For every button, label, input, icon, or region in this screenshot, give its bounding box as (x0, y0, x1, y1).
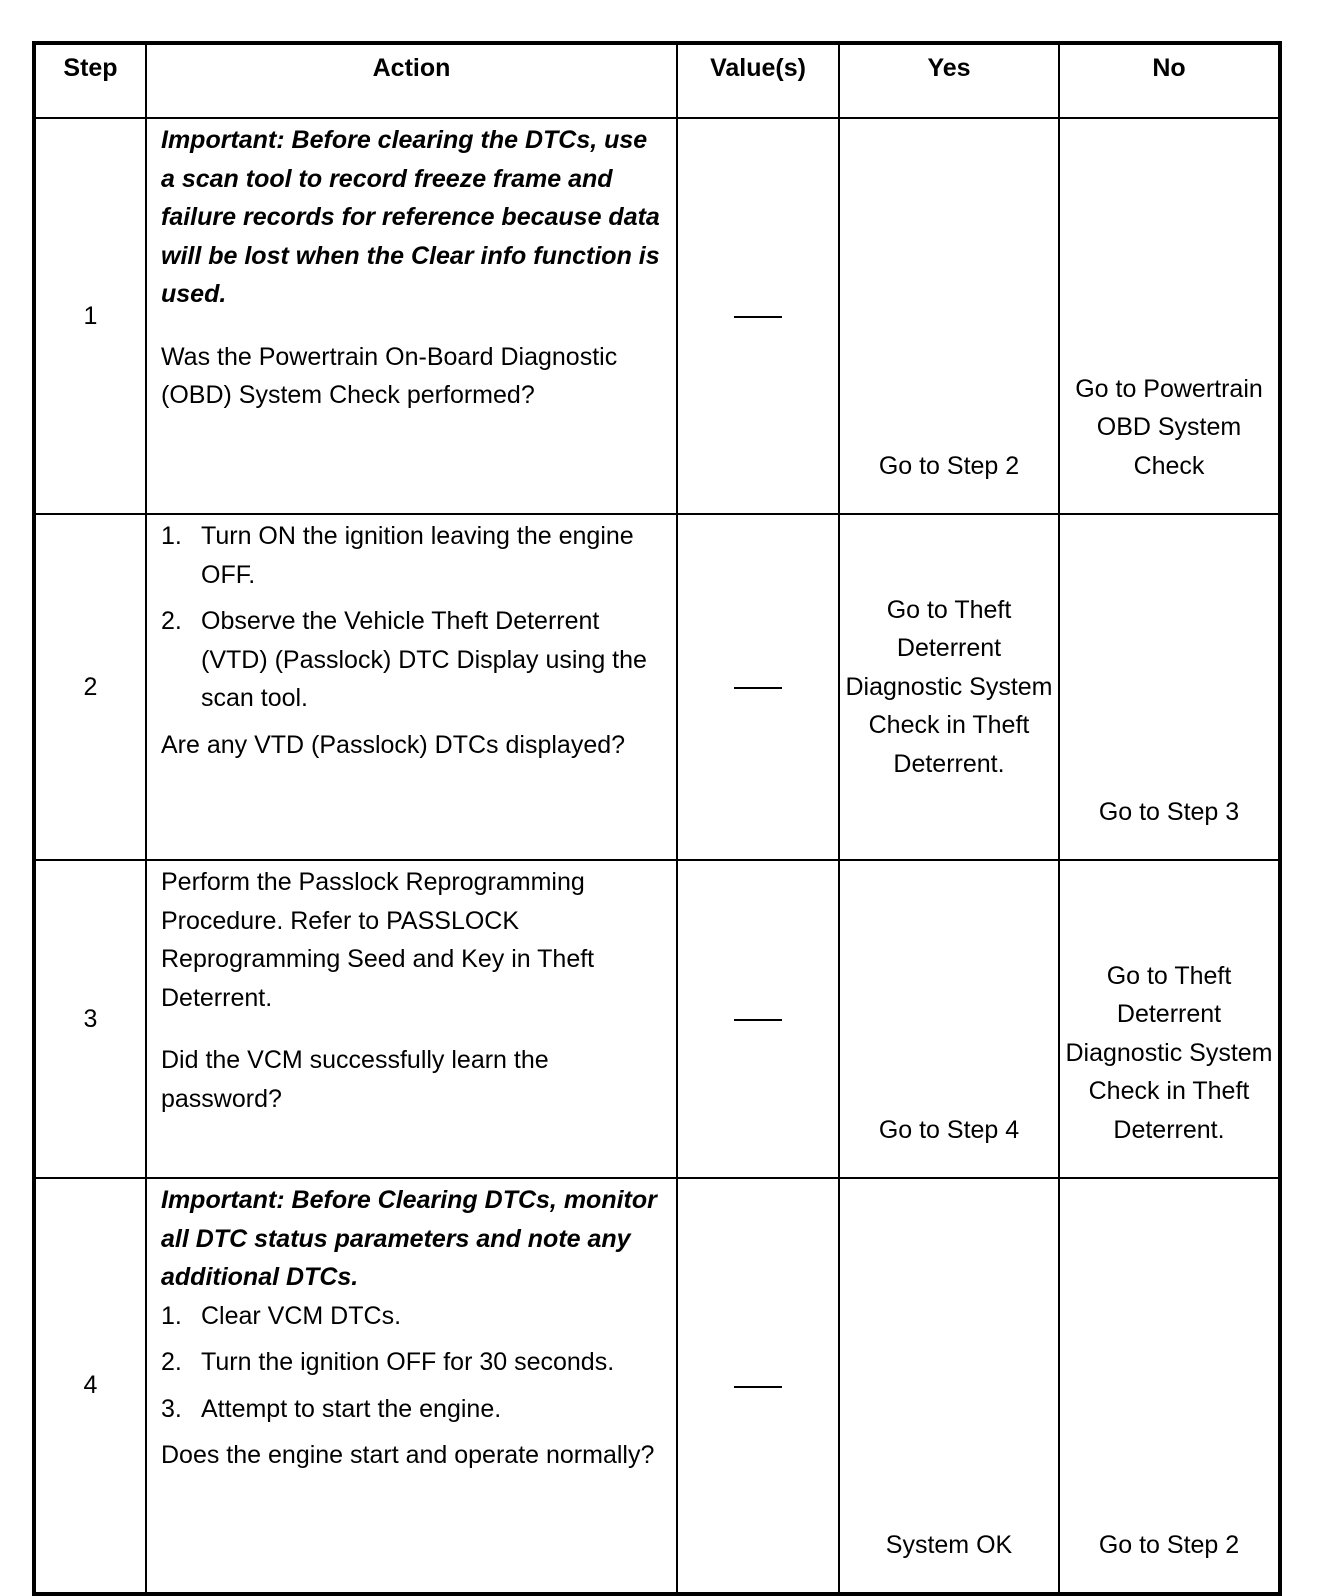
header-row (34, 43, 1280, 118)
question-text: Was the Powertrain On-Board Diagnostic (OBD) System Check performed? (161, 342, 618, 409)
action-cell (146, 1178, 677, 1594)
step-number: 1 (34, 118, 146, 514)
no-cell: Go to Step 2 (1059, 1178, 1280, 1594)
no-cell: Go to Step 3 (1059, 514, 1280, 860)
step-number: 4 (34, 1178, 146, 1594)
important-note: Important: Before Clearing DTCs, monitor all DTC status parameters and note any additional DTCs. (161, 1186, 657, 1291)
value-cell (677, 1178, 839, 1594)
action-cell (146, 514, 677, 860)
value-dash (734, 1386, 782, 1388)
value-cell (677, 860, 839, 1178)
header-no: No (1059, 43, 1280, 118)
value-dash (734, 1019, 782, 1021)
step-number: 3 (34, 860, 146, 1178)
action-cell (146, 860, 677, 1178)
yes-cell: Go to Theft Deterrent Diagnostic System Check in Theft Deterrent. (839, 514, 1059, 860)
yes-cell: System OK (839, 1178, 1059, 1594)
question-text: Are any VTD (Passlock) DTCs displayed? (161, 730, 626, 759)
action-step-item: 1. Turn ON the ignition leaving the engine OFF. (161, 522, 634, 589)
action-step-item: 1. Clear VCM DTCs. (161, 1301, 402, 1330)
header-action: Action (146, 43, 677, 118)
table-row (34, 1178, 1280, 1594)
no-cell: Go to Powertrain OBD System Check (1059, 118, 1280, 514)
action-step-item: 3. Attempt to start the engine. (161, 1394, 502, 1423)
action-step-item: 2. Turn the ignition OFF for 30 seconds. (161, 1348, 615, 1376)
action-cell (146, 118, 677, 514)
action-steps (161, 517, 666, 718)
action-step-item: 2. Observe the Vehicle Theft Deterrent (VTD) (Passlock) DTC Display using the scan tool. (161, 607, 647, 712)
header-values: Value(s) (677, 43, 839, 118)
table-row (34, 514, 1280, 860)
value-cell (677, 118, 839, 514)
yes-cell: Go to Step 2 (839, 118, 1059, 514)
header-step: Step (34, 43, 146, 118)
question-text: Did the VCM successfully learn the password? (161, 1046, 549, 1113)
value-dash (734, 687, 782, 689)
value-dash (734, 316, 782, 318)
table-row (34, 860, 1280, 1178)
no-cell: Go to Theft Deterrent Diagnostic System Check in Theft Deterrent. (1059, 860, 1280, 1178)
table-row (34, 118, 1280, 514)
question-text: Does the engine start and operate normally? (161, 1441, 655, 1469)
yes-cell: Go to Step 4 (839, 860, 1059, 1178)
instruction-text: Perform the Passlock Reprogramming Procedure. Refer to PASSLOCK Reprogramming Seed and Key in Theft Deterrent. (161, 868, 595, 1012)
important-note: Important: Before clearing the DTCs, use a scan tool to record freeze frame and failure records for reference because data will be lost when the Clear info function is used. (161, 126, 660, 308)
header-yes: Yes (839, 43, 1059, 118)
step-number: 2 (34, 514, 146, 860)
action-steps (161, 1297, 666, 1429)
value-cell (677, 514, 839, 860)
diagnostic-table (32, 41, 1282, 1596)
